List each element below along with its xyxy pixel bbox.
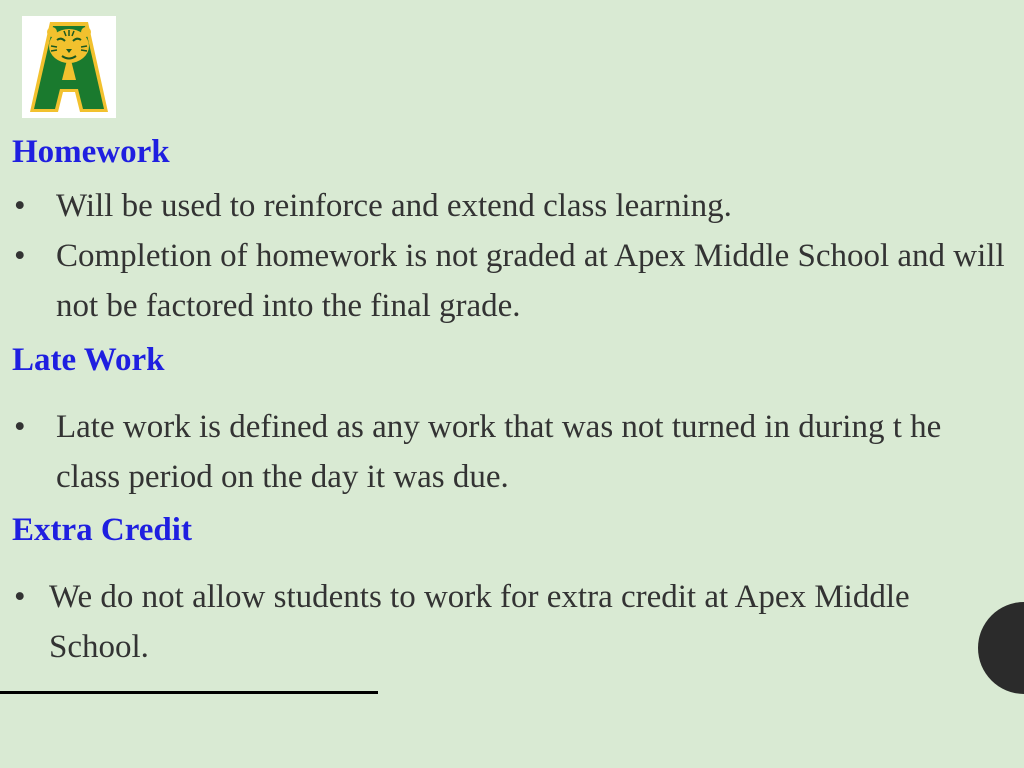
bullet-text: Will be used to reinforce and extend class learning. bbox=[56, 188, 732, 224]
bullet-icon: • bbox=[14, 238, 26, 274]
bullet-icon: • bbox=[14, 579, 26, 615]
late-work-heading: Late Work bbox=[12, 342, 165, 378]
bullet-icon: • bbox=[14, 188, 26, 224]
list-item bbox=[12, 572, 949, 672]
extra-credit-heading: Extra Credit bbox=[12, 512, 192, 548]
homework-bullet-list bbox=[12, 181, 1012, 331]
bullet-text: We do not allow students to work for extra credit at Apex Middle School. bbox=[49, 579, 910, 665]
late-work-bullet-list bbox=[12, 402, 1012, 502]
list-item bbox=[12, 181, 1012, 231]
homework-heading: Homework bbox=[12, 134, 170, 170]
school-logo bbox=[22, 16, 116, 118]
tiger-a-logo-icon bbox=[22, 16, 116, 118]
extra-credit-bullet-list bbox=[12, 572, 1012, 672]
bullet-text: Completion of homework is not graded at Apex Middle School and will not be factored into the final grade. bbox=[56, 238, 1005, 324]
divider-line bbox=[0, 691, 378, 694]
list-item bbox=[12, 231, 1012, 331]
policy-content bbox=[12, 132, 1012, 672]
bullet-text: Late work is defined as any work that was not turned in during t he class period on the day it was due. bbox=[56, 409, 942, 495]
bullet-icon: • bbox=[14, 409, 26, 445]
list-item bbox=[12, 402, 1012, 502]
